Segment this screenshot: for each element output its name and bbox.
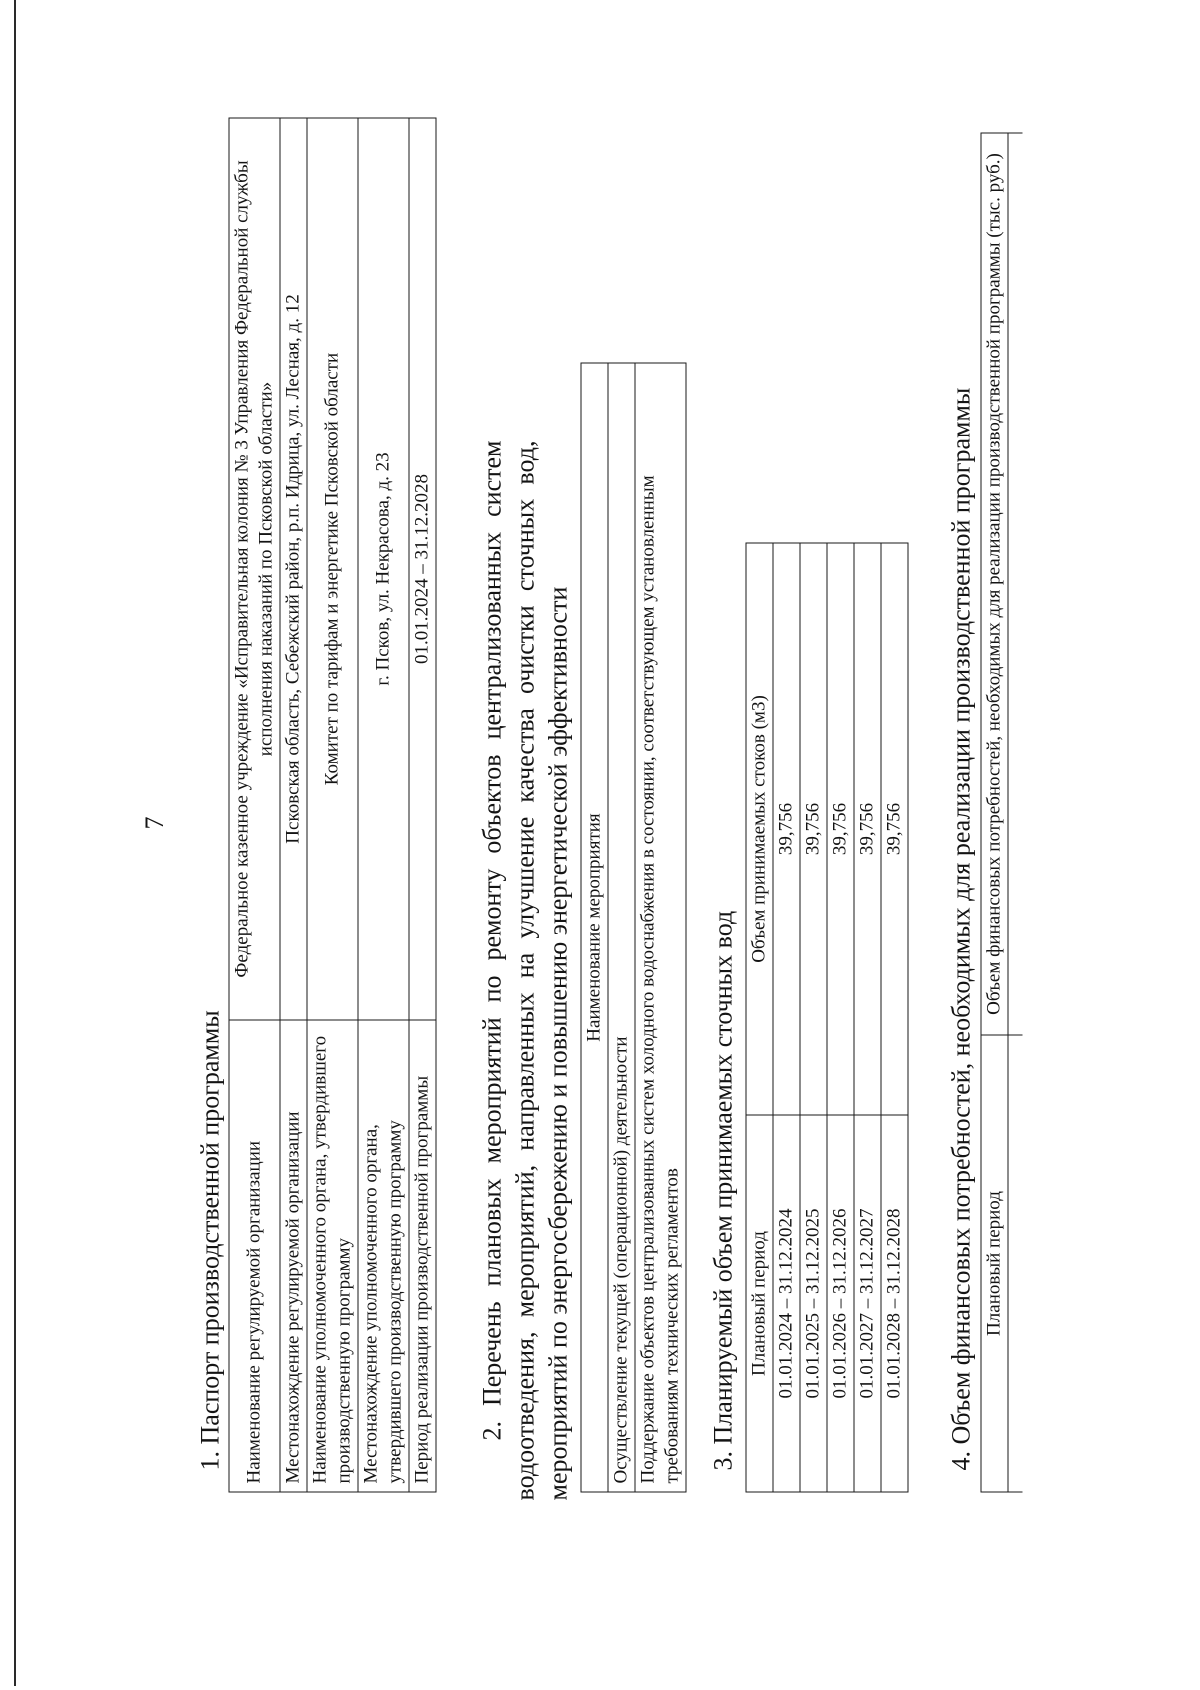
measure-item: Осуществление текущей (операционной) деятельности	[608, 363, 635, 1492]
table-header-row	[981, 133, 1008, 1492]
section2-title	[475, 440, 574, 1500]
table-header-row	[581, 363, 608, 1492]
col-financial-header: Объем финансовых потребностей, необходимых для реализации производственной программы (тыс. руб.)	[981, 133, 1008, 1035]
table-row	[608, 363, 635, 1492]
volume-cell: 39,756	[881, 543, 908, 1115]
measures-header: Наименование мероприятия	[581, 363, 608, 1492]
passport-value: Комитет по тарифам и энергетике Псковской области	[307, 118, 358, 1020]
table-row	[358, 118, 409, 1492]
measure-item: Поддержание объектов централизованных систем холодного водоснабжения в состоянии, соответствующем установленным требованиям технических регламентов	[635, 363, 686, 1492]
volume-cell: 39,756	[773, 543, 800, 1115]
period-cell: 01.01.2027 – 31.12.2027	[854, 1115, 881, 1492]
passport-label: Местонахождение уполномоченного органа, утвердившего производственную программу	[358, 1020, 409, 1492]
page-number: 7	[140, 816, 169, 830]
table-row	[280, 118, 307, 1492]
table-row	[409, 118, 436, 1492]
period-cell: 01.01.2028 – 31.12.2028	[881, 1115, 908, 1492]
table-row	[635, 363, 686, 1492]
passport-table	[228, 117, 436, 1492]
rotated-page-content	[180, 60, 1155, 1690]
passport-label: Период реализации производственной программы	[409, 1020, 436, 1492]
volume-cell: 39,756	[827, 543, 854, 1115]
passport-value: Псковская область, Себежский район, р.п. Идрица, ул. Лесная, д. 12	[280, 118, 307, 1020]
passport-value: 01.01.2024 – 31.12.2028	[409, 118, 436, 1020]
period-cell	[1008, 1035, 1023, 1492]
period-cell: 01.01.2025 – 31.12.2025	[800, 1115, 827, 1492]
period-cell: 01.01.2026 – 31.12.2026	[827, 1115, 854, 1492]
table-row	[307, 118, 358, 1492]
period-cell: 01.01.2024 – 31.12.2024	[773, 1115, 800, 1492]
table-row	[881, 543, 908, 1492]
passport-label: Наименование регулируемой организации	[229, 1020, 280, 1492]
table-header-row	[746, 543, 773, 1492]
table-row	[854, 543, 881, 1492]
measures-table	[580, 362, 686, 1492]
passport-value: Федеральное казенное учреждение «Исправительная колония № 3 Управления Федеральной службы исполнения наказаний по Псковской области»	[229, 118, 280, 1020]
col-volume-header: Объем принимаемых стоков (м3)	[746, 543, 773, 1115]
left-margin-rule	[14, 0, 16, 1686]
passport-label: Местонахождение регулируемой организации	[280, 1020, 307, 1492]
section1-title: 1. Паспорт производственной программы	[195, 1009, 224, 1470]
passport-value: г. Псков, ул. Некрасова, д. 23	[358, 118, 409, 1020]
passport-label: Наименование уполномоченного органа, утвердившего производственную программу	[307, 1020, 358, 1492]
volume-cell: 39,756	[854, 543, 881, 1115]
wastewater-volume-table	[745, 542, 908, 1492]
col-period-header: Плановый период	[746, 1115, 773, 1492]
section2-title-text: 2. Перечень плановых мероприятий по ремонту объектов централизованных систем водоотведения, мероприятий, направленных на улучшение качества очистки сточных вод, мероприятий по энергосбережению и повышению энергетической эффективности	[477, 440, 572, 1500]
table-row	[229, 118, 280, 1492]
col-period-header: Плановый период	[981, 1035, 1008, 1492]
table-row	[1008, 133, 1023, 1492]
section4-title: 4. Объем финансовых потребностей, необходимых для реализации производственной программы	[946, 387, 975, 1470]
financial-needs-table	[980, 132, 1022, 1492]
table-row	[773, 543, 800, 1492]
table-row	[800, 543, 827, 1492]
table-row	[827, 543, 854, 1492]
section3-title: 3. Планируемый объем принимаемых сточных вод	[708, 910, 737, 1470]
financial-cell	[1008, 133, 1023, 1035]
volume-cell: 39,756	[800, 543, 827, 1115]
